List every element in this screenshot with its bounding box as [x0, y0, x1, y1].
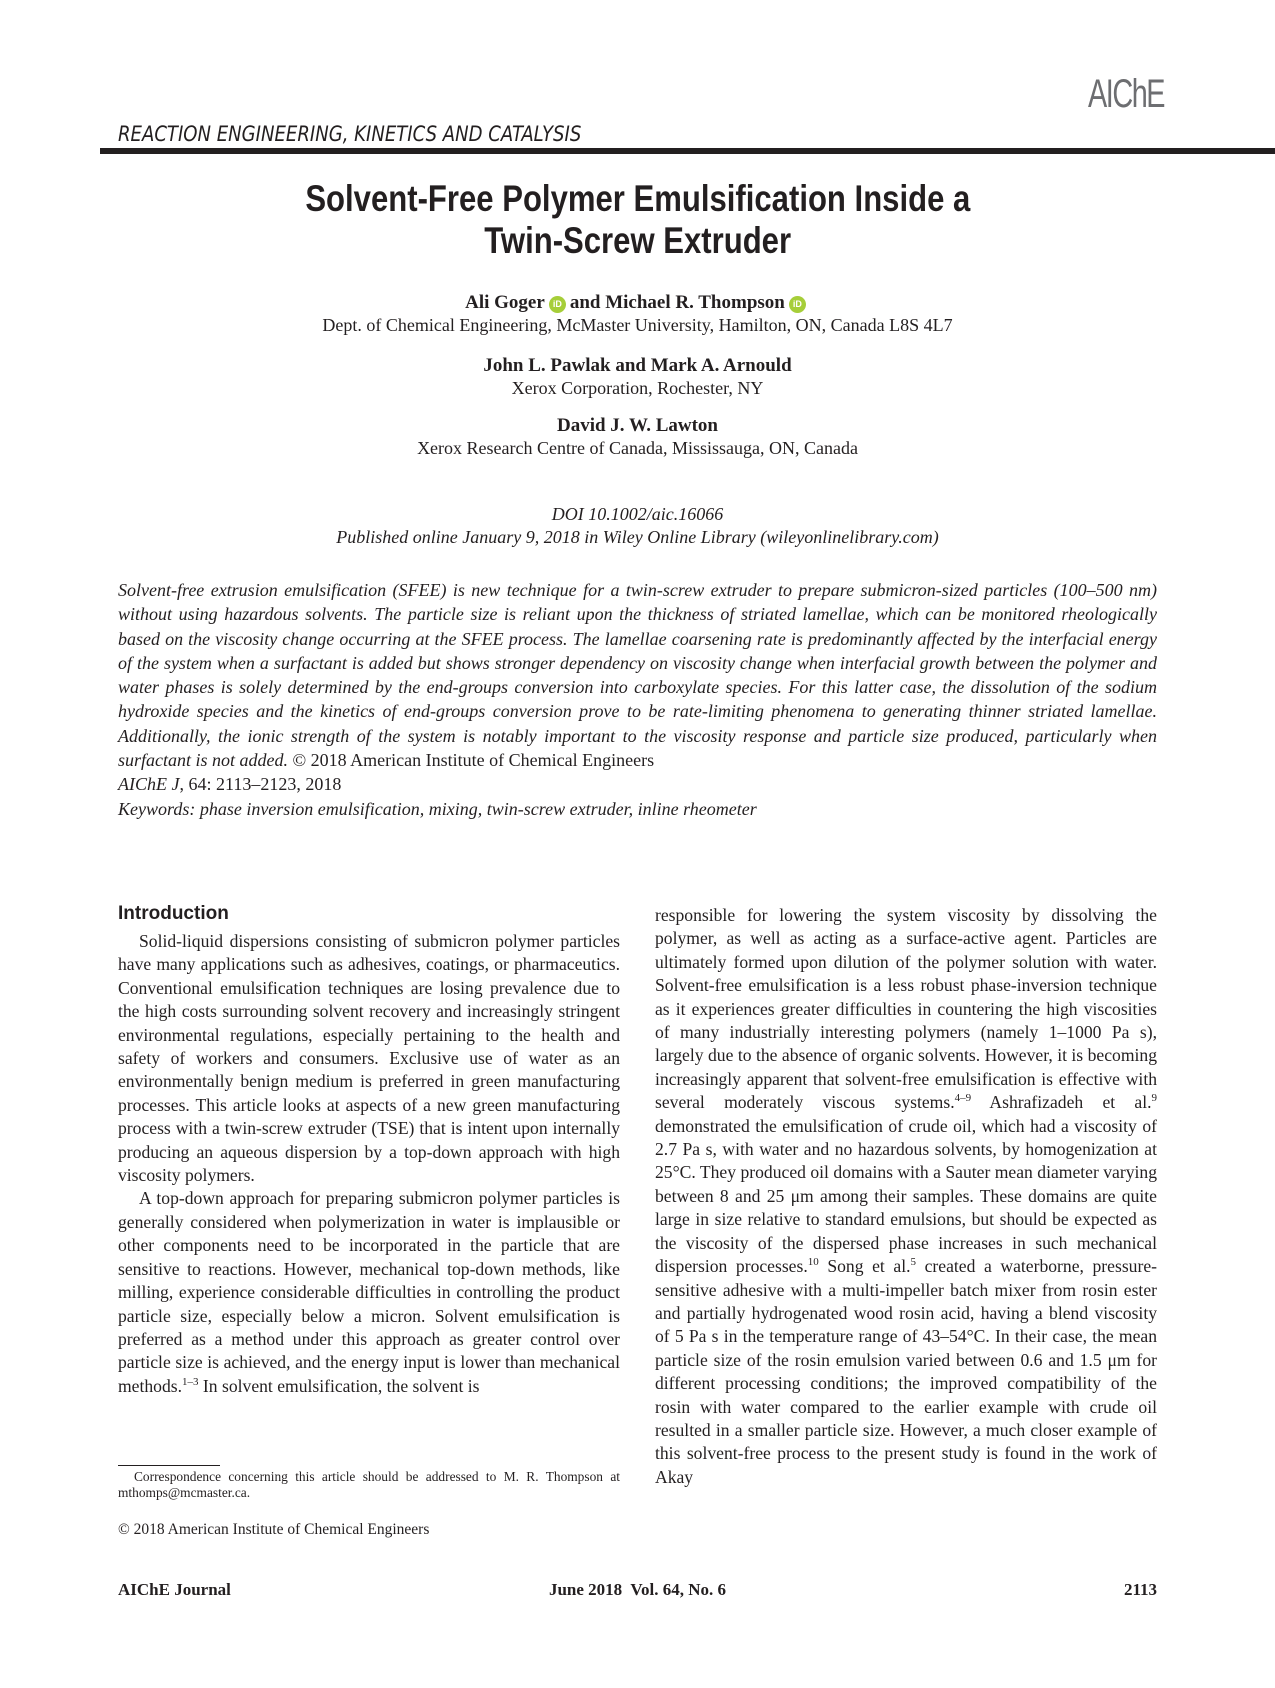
abstract-text: Solvent-free extrusion emulsification (SFEE) is new technique for a twin-screw extruder to prepare submicron-sized particles (100–500 nm) without using hazardous solvents. The particle size is reliant upon the thickness of striated lamellae, which can be monitored rheologically based on the viscosity change occurring at the SFEE process. The lamellae coarsening rate is predominantly affected by the interfacial energy of the system when a surfactant is added but shows stronger dependency on viscosity change when interfacial growth between the polymer and water phases is solely determined by the end-groups conversion into carboxylate species. For this latter case, the dissolution of the sodium hydroxide species and the kinetics of end-groups conversion prove to be rate-limiting phenomena to generating thinner striated lamellae. Additionally, the ionic strength of the system is notably important to the viscosity response and particle size produced, particularly when surfactant is not added.: [118, 580, 1157, 771]
orcid-icon[interactable]: iD: [789, 296, 806, 313]
publication-info: Published online January 9, 2018 in Wiley Online Library (wileyonlinelibrary.com): [336, 527, 939, 547]
paragraph-text: In solvent emulsification, the solvent is: [198, 1375, 480, 1396]
doi[interactable]: DOI 10.1002/aic.16066: [551, 504, 724, 524]
right-column: [655, 904, 1157, 1489]
article-title: [0, 178, 1275, 262]
footer-issue: June 2018 Vol. 64, No. 6: [548, 1580, 727, 1599]
author-names: David J. W. Lawton: [556, 415, 719, 436]
citation-ref[interactable]: 4–9: [954, 1092, 972, 1105]
footer-page-number: 2113: [1123, 1580, 1157, 1599]
citation-ref[interactable]: 1–3: [182, 1375, 199, 1388]
citation: , 64: 2113–2123, 2018: [179, 774, 342, 795]
keywords: Keywords: phase inversion emulsification, mixing, twin-screw extruder, inline rheometer: [118, 798, 757, 819]
paragraph-text: A top-down approach for preparing submicron polymer particles is generally considered when polymerization in water is implausible or other components need to be incorporated in the particle that are sensitive to reactions. However, mechanical top-down methods, like milling, experience considerable difficulties in controlling the product particle size, especially below a micron. Solvent emulsification is preferred as a method under this approach as greater control over particle size is achieved, and the energy input is lower than mechanical methods.: [118, 1188, 620, 1396]
author-name: Ali Goger: [465, 292, 545, 313]
affiliation: Dept. of Chemical Engineering, McMaster University, Hamilton, ON, Canada L8S 4L7: [322, 315, 953, 335]
paragraph: [655, 904, 1157, 1489]
citation-ref[interactable]: 5: [910, 1256, 917, 1269]
footer-journal: AIChE Journal: [118, 1580, 231, 1599]
paragraph-text: demonstrated the emulsification of crude oil, which had a viscosity of 2.7 Pa s, with water and no hazardous solvents, by homogenization at 25°C. They produced oil domains with a Sauter mean diameter varying between 8 and 25 μm among their samples. These domains are quite large in size relative to standard emulsions, but should be expected as the viscosity of the dispersed phase increases in such mechanical dispersion processes.: [655, 1115, 1157, 1277]
section-heading-introduction: Introduction: [118, 903, 229, 924]
header-rule: [100, 148, 1275, 154]
section-label: REACTION ENGINEERING, KINETICS AND CATALYSIS: [118, 122, 582, 146]
paragraph-text: responsible for lowering the system viscosity by dissolving the polymer, as well as acting as a surface-active agent. Particles are ultimately formed upon dilution of the polymer solution with water. Solvent-free emulsification is a less robust phase-inversion technique as it experiences greater difficulties in countering the high viscosities of many industrially interesting polymers (namely 1–1000 Pa s), largely due to the absence of organic solvents. However, it is becoming increasingly apparent that solvent-free emulsification is effective with several moderately viscous systems.: [655, 905, 1157, 1113]
footnote-rule: [118, 1465, 220, 1466]
abstract-copyright: © 2018 American Institute of Chemical Engineers: [292, 750, 655, 771]
citation-ref[interactable]: 9: [1151, 1092, 1157, 1105]
left-column: [118, 902, 620, 1398]
author-name: Michael R. Thompson: [605, 292, 785, 313]
aiche-logo: AIChE: [1088, 72, 1165, 116]
paragraph-text: created a waterborne, pressure-sensitive adhesive with a multi-impeller batch mixer from rosin ester and partially hydrogenated wood rosin acid, having a blend viscosity of 5 Pa s in the temperature range of 43–54°C. In their case, the mean particle size of the rosin emulsion varied between 0.6 and 1.5 μm for different processing conditions; the improved compatibility of the rosin with water compared to the earlier example with crude oil resulted in a smaller particle size. However, a much closer example of this solvent-free process to the present study is found in the work of Akay: [655, 1256, 1157, 1487]
author-group-2: [0, 354, 1275, 399]
author-joiner: and: [569, 292, 601, 313]
paragraph-text: Ashrafizadeh et al.: [971, 1092, 1152, 1113]
orcid-icon[interactable]: iD: [549, 296, 566, 313]
author-group-3: [0, 414, 1275, 459]
copyright-notice: © 2018 American Institute of Chemical Engineers: [118, 1521, 430, 1538]
affiliation: Xerox Research Centre of Canada, Mississauga, ON, Canada: [417, 438, 858, 458]
journal-abbr: AIChE J: [118, 774, 180, 795]
title-line-2: Twin-Screw Extruder: [484, 220, 791, 261]
paragraph: [118, 1187, 620, 1398]
correspondence-footnote: Correspondence concerning this article should be addressed to M. R. Thompson at mthomps@mcmaster.ca.: [118, 1469, 620, 1500]
title-line-1: Solvent-Free Polymer Emulsification Inside a: [305, 178, 970, 219]
author-names: John L. Pawlak and Mark A. Arnould: [483, 355, 792, 376]
affiliation: Xerox Corporation, Rochester, NY: [511, 378, 764, 398]
paragraph-text: Song et al.: [818, 1256, 911, 1277]
author-group-1: [0, 291, 1275, 336]
abstract: [118, 578, 1157, 821]
paragraph: Solid-liquid dispersions consisting of submicron polymer particles have many applications such as adhesives, coatings, or pharmaceutics. Conventional emulsification techniques are losing prevalence due to the high costs surrounding solvent recovery and increasingly stringent environmental regulations, especially pertaining to the health and safety of workers and consumers. Exclusive use of water as an environmentally benign medium is preferred in green manufacturing processes. This article looks at aspects of a new green manufacturing process with a twin-screw extruder (TSE) that is intent upon internally producing an aqueous dispersion by a top-down approach with high viscosity polymers.: [118, 931, 620, 1186]
citation-ref[interactable]: 10: [807, 1256, 819, 1269]
